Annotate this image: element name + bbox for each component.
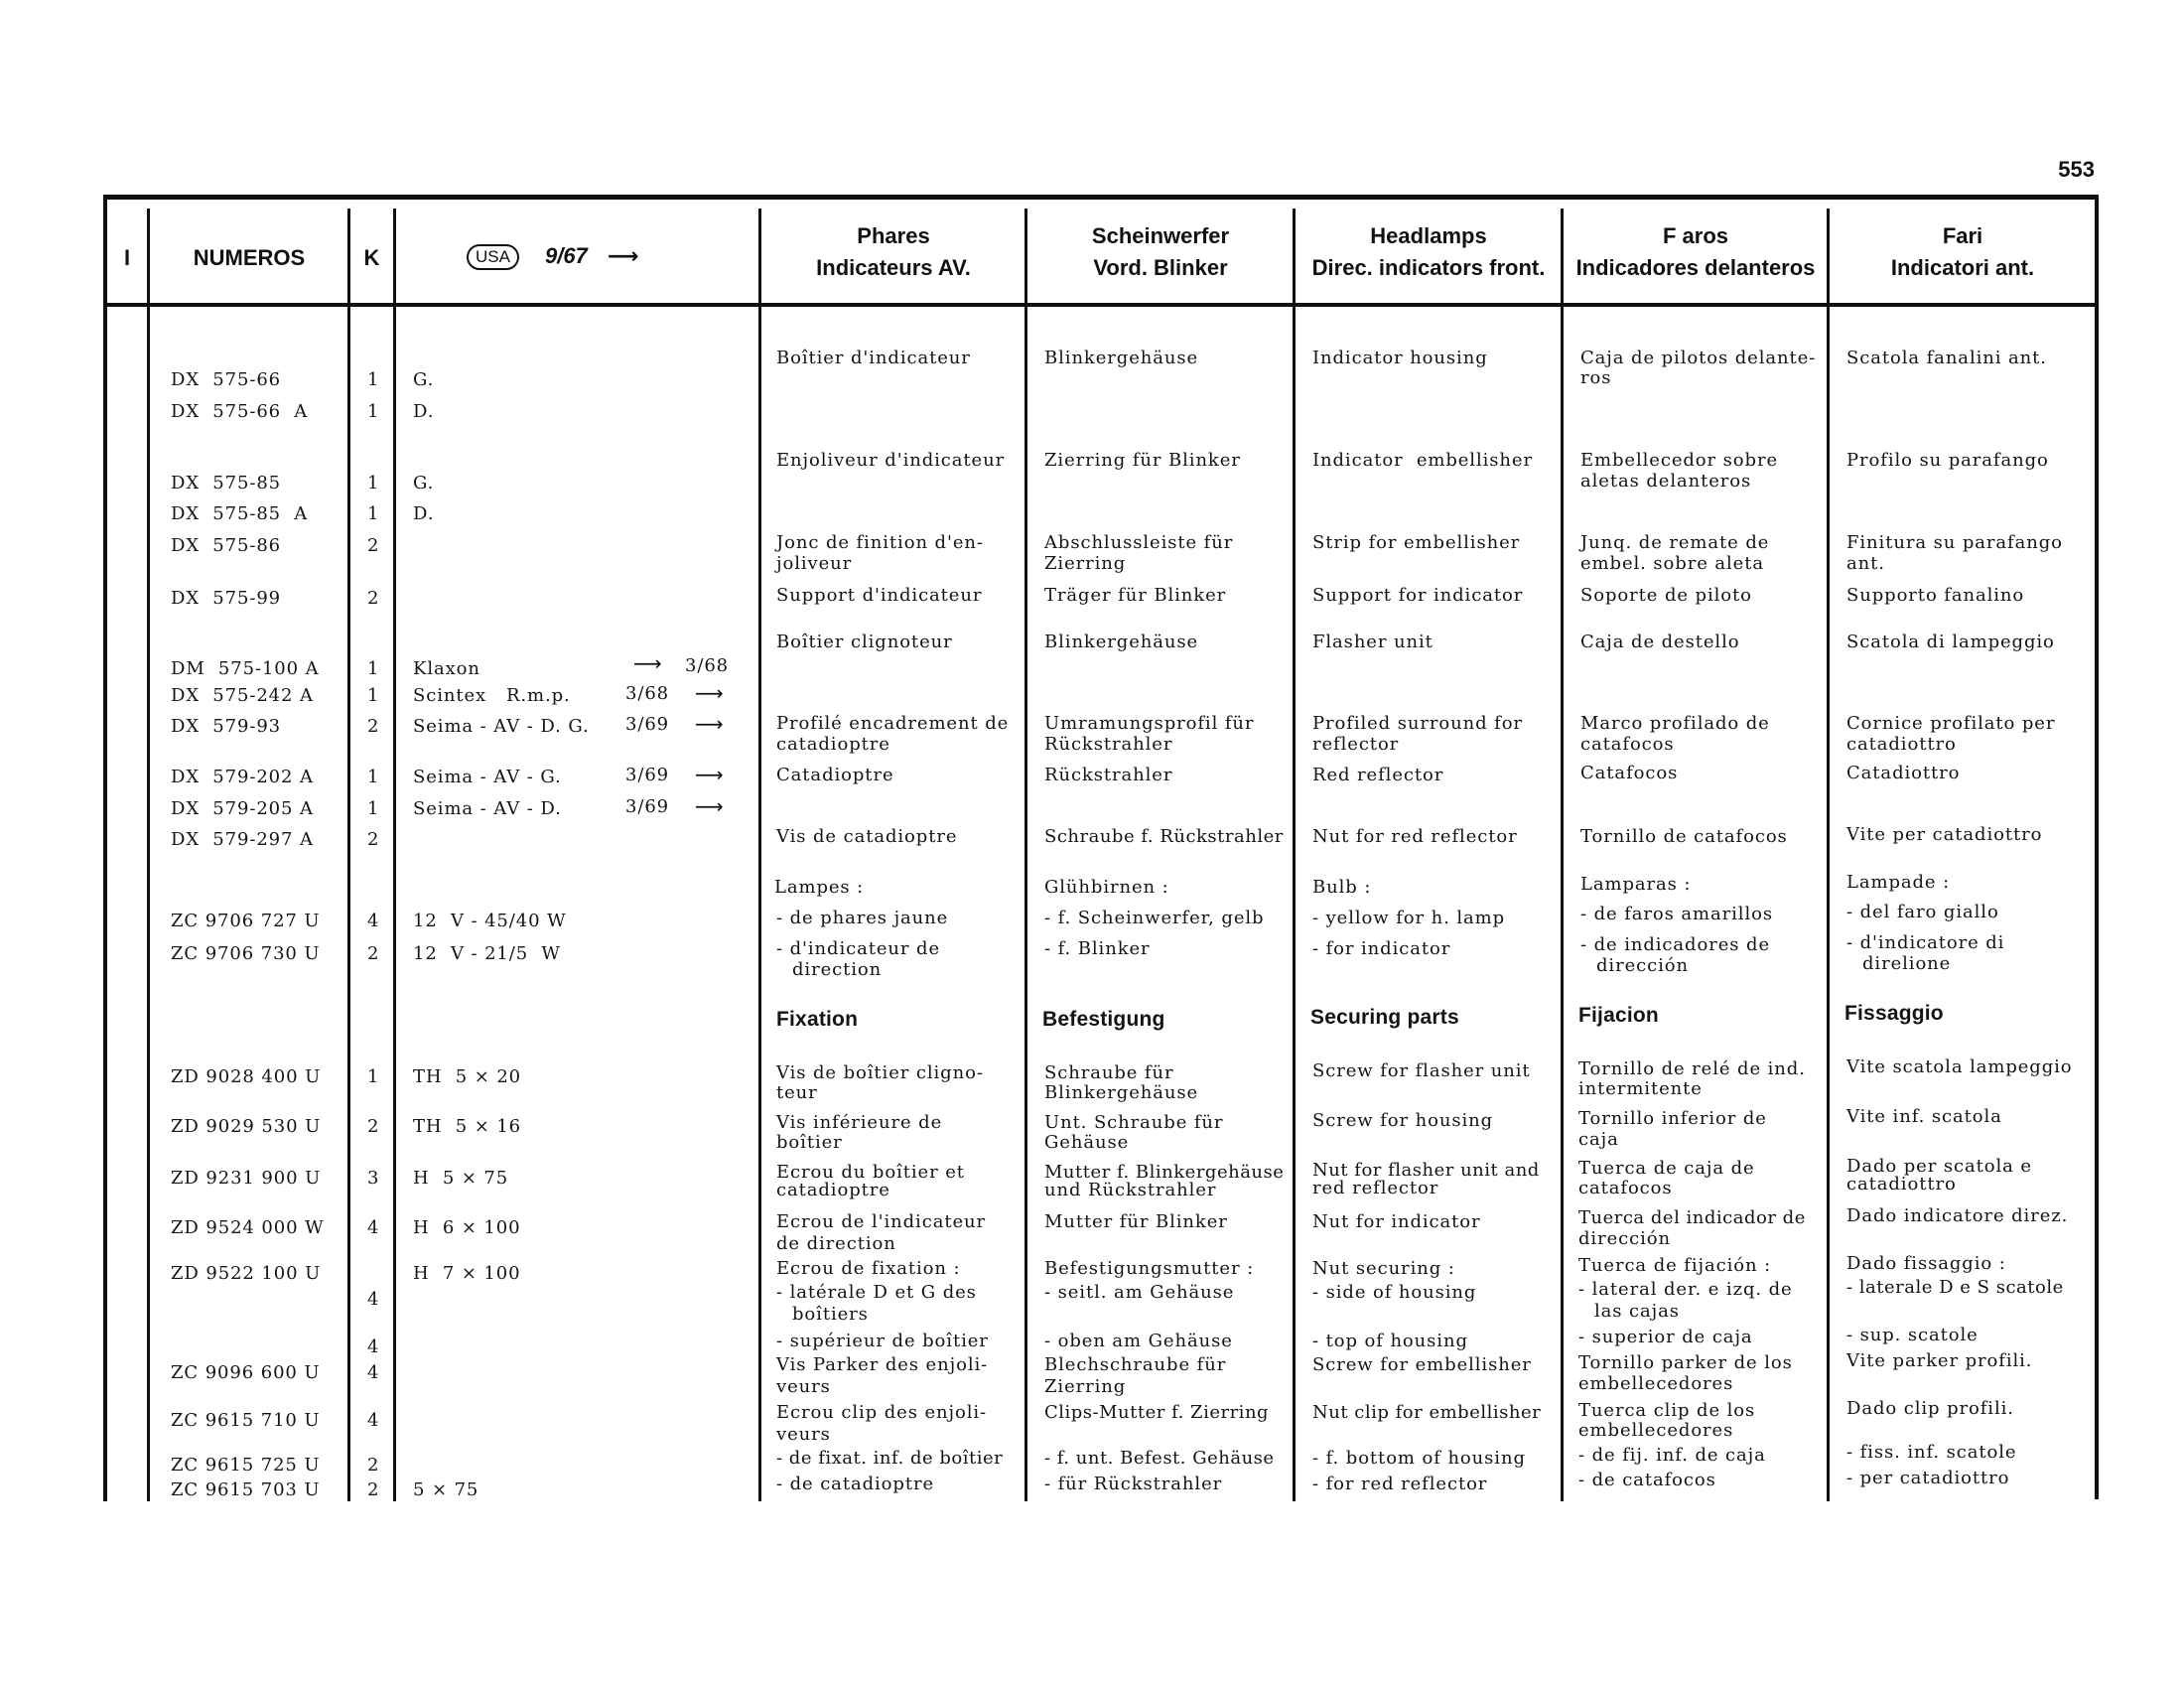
desc-fr: boîtiers [792, 1304, 869, 1325]
part-number: ZC 9706 730 U [171, 943, 321, 964]
desc-it: - per catadiottro [1846, 1468, 2010, 1488]
desc-es: - de fij. inf. de caja [1578, 1445, 1766, 1466]
desc-fr: Vis inférieure de [776, 1112, 943, 1133]
desc-it: Dado per scatola e [1846, 1156, 2032, 1177]
desc-de: Zierring [1044, 1376, 1127, 1397]
desc-it: Vite parker profili. [1846, 1350, 2033, 1371]
col-divider-es [1827, 209, 1830, 1501]
desc-fr: Lampes : [774, 877, 865, 898]
spec-text: TH 5 × 20 [413, 1066, 522, 1087]
desc-fr: Vis de catadioptre [776, 826, 958, 847]
desc-de: Gehäuse [1044, 1132, 1130, 1153]
desc-es: Tornillo inferior de [1578, 1108, 1767, 1129]
desc-it: Cornice profilato per [1846, 713, 2056, 734]
desc-de: Blinkergehäuse [1044, 348, 1199, 368]
usa-badge: USA [467, 244, 519, 270]
desc-it: Dado indicatore direz. [1846, 1205, 2069, 1226]
col-divider-i [147, 209, 150, 1501]
desc-it: - d'indicatore di [1846, 932, 2005, 953]
quantity: 4 [367, 911, 380, 931]
col-divider-en [1561, 209, 1564, 1501]
desc-fr: Vis Parker des enjoli- [776, 1354, 989, 1375]
desc-it: Dado fissaggio : [1846, 1253, 2006, 1274]
section-title-de: Befestigung [1042, 1008, 1165, 1031]
desc-en: - f. bottom of housing [1312, 1448, 1526, 1469]
desc-de: Mutter für Blinker [1044, 1211, 1228, 1232]
desc-de: - für Rückstrahler [1044, 1474, 1223, 1494]
desc-es: - de indicadores de [1580, 934, 1770, 955]
table-right-border [2095, 197, 2099, 1499]
header-en: Headlamps Direc. indicators front. [1311, 223, 1546, 280]
desc-de: Schraube f. Rückstrahler [1044, 826, 1284, 847]
desc-it: Vite scatola lampeggio [1846, 1056, 2073, 1077]
spec-date: 3/68 [625, 683, 670, 704]
desc-es: embellecedores [1578, 1420, 1734, 1441]
desc-de: Clips-Mutter f. Zierring [1044, 1402, 1270, 1423]
desc-fr: - de catadioptre [776, 1474, 935, 1494]
part-number: DX 575-99 [171, 588, 282, 609]
desc-en: Bulb : [1312, 877, 1372, 898]
desc-it: direlione [1862, 953, 1952, 974]
desc-en: - for indicator [1312, 938, 1451, 959]
header-bottom-rule [103, 303, 2099, 307]
quantity: 1 [367, 685, 380, 706]
desc-fr: veurs [776, 1376, 831, 1397]
desc-de: - f. unt. Befest. Gehäuse [1044, 1448, 1275, 1469]
part-number: DM 575-100 A [171, 658, 320, 679]
spec-text: 12 V - 21/5 W [413, 943, 561, 964]
page-number: 553 [2058, 157, 2095, 182]
desc-fr: - supérieur de boîtier [776, 1331, 989, 1351]
header-col-i: I [123, 245, 131, 270]
spec-text: 12 V - 45/40 W [413, 911, 567, 931]
part-number: ZD 9231 900 U [171, 1168, 322, 1189]
desc-fr: Ecrou clip des enjoli- [776, 1402, 988, 1423]
desc-it: catadiottro [1846, 734, 1957, 755]
desc-en: red reflector [1312, 1178, 1439, 1198]
desc-en: - for red reflector [1312, 1474, 1488, 1494]
spec-text: D. [413, 401, 435, 422]
col-divider-de [1293, 209, 1296, 1501]
desc-en: Nut for flasher unit and [1312, 1160, 1540, 1181]
desc-de: Blinkergehäuse [1044, 1082, 1199, 1103]
spec-text: Scintex R.m.p. [413, 685, 571, 706]
spec-text: H 5 × 75 [413, 1168, 509, 1189]
desc-de: Umramungsprofil für [1044, 713, 1255, 734]
desc-fr: direction [792, 959, 883, 980]
desc-es: - lateral der. e izq. de [1578, 1279, 1793, 1300]
desc-es: catafocos [1580, 734, 1675, 755]
desc-es: Embellecedor sobre [1580, 450, 1779, 471]
desc-fr: Boîtier d'indicateur [776, 348, 971, 368]
spec-text: Seima - AV - G. [413, 767, 562, 787]
spec-text: Klaxon [413, 658, 480, 679]
desc-de: - f. Blinker [1044, 938, 1151, 959]
header-de: Scheinwerfer Vord. Blinker [1091, 223, 1230, 280]
quantity: 1 [367, 401, 380, 422]
part-number: ZC 9706 727 U [171, 911, 321, 931]
col-divider-fr [1024, 209, 1027, 1501]
desc-fr: catadioptre [776, 734, 890, 755]
desc-es: embellecedores [1578, 1373, 1734, 1394]
desc-fr: Ecrou de fixation : [776, 1258, 961, 1279]
desc-it: Vite per catadiottro [1846, 824, 2043, 845]
desc-de: Glühbirnen : [1044, 877, 1169, 898]
spec-text: Seima - AV - D. [413, 798, 562, 819]
arrow-right-icon: ⟶ [695, 763, 724, 786]
col-divider-spec [758, 209, 761, 1501]
desc-fr: - de phares jaune [776, 908, 949, 928]
desc-en: Screw for housing [1312, 1110, 1494, 1131]
desc-en: Screw for embellisher [1312, 1354, 1532, 1375]
arrow-right-icon: ⟶ [695, 712, 724, 736]
desc-de: Zierring für Blinker [1044, 450, 1241, 471]
quantity: 1 [367, 658, 380, 679]
desc-de: Blinkergehäuse [1044, 632, 1199, 652]
quantity: 2 [367, 1116, 380, 1137]
desc-en: Nut for red reflector [1312, 826, 1518, 847]
desc-fr: Boîtier clignoteur [776, 632, 953, 652]
desc-en: Red reflector [1312, 765, 1444, 785]
desc-fr: Ecrou du boîtier et [776, 1162, 965, 1183]
desc-it: Scatola di lampeggio [1846, 632, 2055, 652]
desc-es: - de catafocos [1578, 1470, 1716, 1490]
desc-es: caja [1578, 1129, 1619, 1150]
desc-fr: Support d'indicateur [776, 585, 983, 606]
part-number: DX 575-242 A [171, 685, 314, 706]
quantity: 4 [367, 1410, 380, 1431]
spec-text: H 6 × 100 [413, 1217, 521, 1238]
desc-en: Indicator embellisher [1312, 450, 1533, 471]
desc-it: - sup. scatole [1846, 1325, 1979, 1345]
spec-text: 5 × 75 [413, 1479, 479, 1500]
desc-es: Tuerca clip de los [1578, 1400, 1756, 1421]
part-number: DX 579-297 A [171, 829, 314, 850]
desc-it: ant. [1846, 553, 1885, 574]
section-title-en: Securing parts [1310, 1006, 1459, 1029]
spec-date: 3/69 [625, 765, 670, 785]
quantity: 1 [367, 369, 380, 390]
part-number: DX 575-66 [171, 369, 282, 390]
desc-es: Soporte de piloto [1580, 585, 1752, 606]
desc-fr: teur [776, 1082, 818, 1103]
desc-it: Catadiottro [1846, 763, 1961, 783]
desc-it: Scatola fanalini ant. [1846, 348, 2047, 368]
quantity: 3 [367, 1168, 380, 1189]
arrow-right-icon: ⟶ [695, 794, 724, 818]
desc-es: Tuerca del indicador de [1578, 1207, 1806, 1228]
spec-date: 3/69 [625, 714, 670, 735]
desc-es: embel. sobre aleta [1580, 553, 1764, 574]
desc-es: Tornillo de relé de ind. [1578, 1058, 1806, 1079]
part-number: DX 575-86 [171, 535, 282, 556]
desc-en: reflector [1312, 734, 1400, 755]
part-number: DX 575-85 A [171, 503, 309, 524]
desc-de: Mutter f. Blinkergehäuse [1044, 1162, 1285, 1183]
desc-it: Finitura su parafango [1846, 532, 2063, 553]
desc-en: - side of housing [1312, 1282, 1477, 1303]
desc-fr: Vis de boîtier clignо- [776, 1062, 984, 1083]
part-number: DX 579-202 A [171, 767, 314, 787]
header-es: F aros Indicadores delanteros [1575, 223, 1816, 280]
desc-it: Dado clip profili. [1846, 1398, 2014, 1419]
arrow-right-icon: ⟶ [633, 651, 662, 675]
quantity: 1 [367, 473, 380, 493]
arrow-right-icon: ⟶ [607, 244, 639, 269]
spec-text: Seima - AV - D. G. [413, 716, 590, 737]
desc-es: Tornillo de catafocos [1580, 826, 1788, 847]
desc-en: Nut clip for embellisher [1312, 1402, 1542, 1423]
desc-it: Profilo su parafango [1846, 450, 2049, 471]
section-title-it: Fissaggio [1844, 1002, 1944, 1025]
quantity: 2 [367, 1479, 380, 1500]
desc-de: - f. Scheinwerfer, gelb [1044, 908, 1265, 928]
desc-es: Marco profilado de [1580, 713, 1770, 734]
header-k: K [363, 245, 380, 270]
table-left-border [103, 199, 107, 1501]
desc-es: Tornillo parker de los [1578, 1352, 1793, 1373]
desc-es: Lamparas : [1580, 874, 1692, 895]
spec-date: 3/69 [625, 796, 670, 817]
quantity: 2 [367, 1455, 380, 1476]
part-number: ZC 9615 703 U [171, 1479, 321, 1500]
desc-es: dirección [1596, 955, 1689, 976]
desc-fr: veurs [776, 1424, 831, 1445]
header-it: Fari Indicatori ant. [1890, 223, 2035, 280]
desc-es: catafocos [1578, 1178, 1673, 1198]
desc-es: intermitente [1578, 1078, 1703, 1099]
part-number: DX 579-93 [171, 716, 282, 737]
spec-text: G. [413, 369, 435, 390]
desc-fr: boîtier [776, 1132, 843, 1153]
section-title-es: Fijacion [1578, 1004, 1659, 1027]
desc-en: Nut for indicator [1312, 1211, 1481, 1232]
desc-es: Junq. de remate de [1580, 532, 1770, 553]
desc-de: Befestigungsmutter : [1044, 1258, 1255, 1279]
desc-en: Strip for embellisher [1312, 532, 1521, 553]
desc-en: Screw for flasher unit [1312, 1060, 1531, 1081]
desc-es: Caja de destello [1580, 632, 1740, 652]
desc-de: Unt. Schraube für [1044, 1112, 1224, 1133]
spec-text: TH 5 × 16 [413, 1116, 522, 1137]
desc-es: Tuerca de caja de [1578, 1158, 1755, 1179]
desc-es: - superior de caja [1578, 1327, 1753, 1347]
part-number: DX 579-205 A [171, 798, 314, 819]
table-top-rule [103, 195, 2099, 200]
desc-fr: - d'indicateur de [776, 938, 940, 959]
header-numeros: NUMEROS [193, 245, 306, 270]
desc-fr: Jonc de finition d'en- [776, 532, 984, 553]
quantity: 1 [367, 798, 380, 819]
quantity: 1 [367, 1066, 380, 1087]
desc-fr: Ecrou de l'indicateur [776, 1211, 987, 1232]
desc-fr: Profilé encadrement de [776, 713, 1010, 734]
spec-text: H 7 × 100 [413, 1263, 521, 1284]
desc-de: Blechschraube für [1044, 1354, 1227, 1375]
part-number: ZC 9096 600 U [171, 1362, 321, 1383]
quantity: 2 [367, 829, 380, 850]
spec-text: D. [413, 503, 435, 524]
desc-es: Caja de pilotos delante- [1580, 348, 1817, 368]
desc-de: Rückstrahler [1044, 765, 1173, 785]
desc-en: - yellow for h. lamp [1312, 908, 1506, 928]
desc-de: Rückstrahler [1044, 734, 1173, 755]
part-number: DX 575-66 A [171, 401, 309, 422]
desc-it: - laterale D e S scatole [1846, 1277, 2064, 1298]
desc-en: Support for indicator [1312, 585, 1524, 606]
desc-es: Catafocos [1580, 763, 1679, 783]
desc-it: Lampade : [1846, 872, 1951, 893]
spec-date: 3/68 [685, 655, 730, 676]
desc-de: Träger für Blinker [1044, 585, 1227, 606]
quantity: 2 [367, 535, 380, 556]
desc-en: Indicator housing [1312, 348, 1488, 368]
part-number: ZC 9615 710 U [171, 1410, 321, 1431]
desc-es: Tuerca de fijación : [1578, 1255, 1772, 1276]
desc-de: Zierring [1044, 553, 1127, 574]
header-usa-date: USA 9/67 ⟶ [467, 240, 715, 273]
col-divider-k [393, 209, 396, 1501]
desc-es: las cajas [1594, 1301, 1680, 1322]
desc-de: - oben am Gehäuse [1044, 1331, 1233, 1351]
desc-fr: joliveur [776, 553, 853, 574]
desc-en: Profiled surround for [1312, 713, 1523, 734]
desc-es: ros [1580, 367, 1612, 388]
desc-de: Schraube für [1044, 1062, 1174, 1083]
desc-en: - top of housing [1312, 1331, 1468, 1351]
desc-en: Flasher unit [1312, 632, 1433, 652]
part-number: ZD 9028 400 U [171, 1066, 322, 1087]
part-number: ZC 9615 725 U [171, 1455, 321, 1476]
header-fr: Phares Indicateurs AV. [816, 223, 971, 280]
col-divider-numeros [347, 209, 350, 1501]
desc-it: Supporto fanalino [1846, 585, 2025, 606]
desc-en: Nut securing : [1312, 1258, 1455, 1279]
desc-fr: Catadioptre [776, 765, 894, 785]
arrow-right-icon: ⟶ [695, 681, 724, 705]
quantity: 4 [367, 1336, 380, 1357]
desc-fr: Enjoliveur d'indicateur [776, 450, 1006, 471]
desc-es: - de faros amarillos [1580, 904, 1773, 924]
spec-text: G. [413, 473, 435, 493]
desc-fr: - de fixat. inf. de boîtier [776, 1448, 1004, 1469]
desc-es: dirección [1578, 1228, 1671, 1249]
desc-de: - seitl. am Gehäuse [1044, 1282, 1235, 1303]
desc-de: Abschlussleiste für [1044, 532, 1234, 553]
part-number: ZD 9524 000 W [171, 1217, 325, 1238]
desc-it: - fiss. inf. scatole [1846, 1442, 2017, 1463]
quantity: 2 [367, 588, 380, 609]
desc-fr: - latérale D et G des [776, 1282, 977, 1303]
part-number: ZD 9522 100 U [171, 1263, 322, 1284]
part-number: ZD 9029 530 U [171, 1116, 322, 1137]
quantity: 2 [367, 943, 380, 964]
quantity: 4 [367, 1289, 380, 1310]
quantity: 4 [367, 1362, 380, 1383]
desc-es: aletas delanteros [1580, 471, 1752, 492]
quantity: 1 [367, 503, 380, 524]
desc-it: - del faro giallo [1846, 902, 1999, 922]
desc-it: Vite inf. scatola [1846, 1106, 2002, 1127]
part-number: DX 575-85 [171, 473, 282, 493]
section-title-fr: Fixation [776, 1008, 859, 1031]
quantity: 4 [367, 1217, 380, 1238]
desc-fr: catadioptre [776, 1180, 890, 1200]
desc-it: catadiottro [1846, 1174, 1957, 1195]
quantity: 1 [367, 767, 380, 787]
desc-fr: de direction [776, 1233, 896, 1254]
desc-de: und Rückstrahler [1044, 1180, 1217, 1200]
quantity: 2 [367, 716, 380, 737]
